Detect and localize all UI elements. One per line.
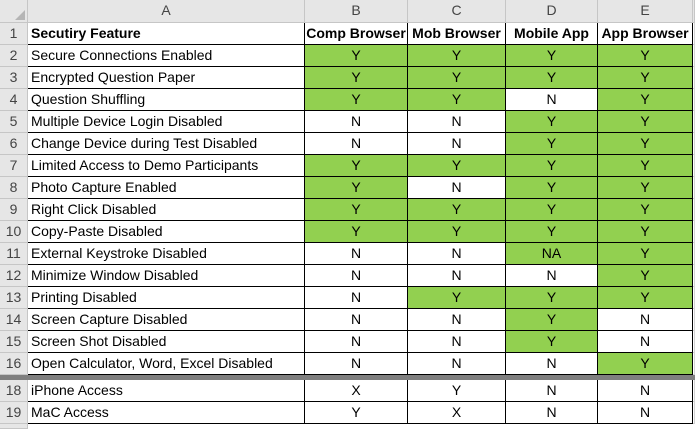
value-cell-c[interactable]: N [408, 111, 506, 133]
value-cell-d[interactable]: Y [506, 221, 598, 243]
value-cell-e[interactable]: Y [598, 45, 693, 67]
feature-name-cell[interactable]: Change Device during Test Disabled [28, 133, 305, 155]
value-cell-b[interactable]: N [305, 331, 408, 353]
value-cell-d[interactable]: Y [506, 67, 598, 89]
value-cell-c[interactable]: Y [408, 199, 506, 221]
value-cell-c[interactable]: Y [408, 89, 506, 111]
value-cell-d[interactable]: Y [506, 45, 598, 67]
value-cell-b[interactable]: Y [305, 155, 408, 177]
row-header-10[interactable]: 10 [0, 221, 28, 243]
value-cell-d[interactable]: Y [506, 309, 598, 331]
row-header-5[interactable]: 5 [0, 111, 28, 133]
row-header-4[interactable]: 4 [0, 89, 28, 111]
value-cell-b[interactable]: Y [305, 177, 408, 199]
value-cell-b[interactable]: N [305, 309, 408, 331]
feature-name-cell[interactable]: Multiple Device Login Disabled [28, 111, 305, 133]
value-cell-d[interactable]: Y [506, 287, 598, 309]
value-cell-e[interactable]: N [598, 402, 693, 424]
row-header-16[interactable]: 16 [0, 353, 28, 375]
value-cell-d[interactable]: Y [506, 155, 598, 177]
row-header-1[interactable]: 1 [0, 23, 28, 45]
value-cell-c[interactable]: Y [408, 45, 506, 67]
feature-name-cell[interactable]: Question Shuffling [28, 89, 305, 111]
value-cell-c[interactable]: Y [408, 287, 506, 309]
feature-name-cell[interactable]: MaC Access [28, 402, 305, 424]
value-cell-e[interactable]: N [598, 380, 693, 402]
value-cell-e[interactable]: Y [598, 155, 693, 177]
value-cell-d[interactable]: Y [506, 133, 598, 155]
row-header-18[interactable]: 18 [0, 380, 28, 402]
row-header-15[interactable]: 15 [0, 331, 28, 353]
value-cell-e[interactable]: Y [598, 177, 693, 199]
row-header-14[interactable]: 14 [0, 309, 28, 331]
value-cell-b[interactable]: Y [305, 199, 408, 221]
row-header-11[interactable]: 11 [0, 243, 28, 265]
feature-name-cell[interactable]: Photo Capture Enabled [28, 177, 305, 199]
feature-name-cell[interactable]: Encrypted Question Paper [28, 67, 305, 89]
row-header-19[interactable]: 19 [0, 402, 28, 424]
value-cell-d[interactable]: Y [506, 199, 598, 221]
value-cell-e[interactable]: Y [598, 221, 693, 243]
row-header-6[interactable]: 6 [0, 133, 28, 155]
feature-column-heading[interactable]: Secutiry Feature [28, 23, 305, 45]
value-cell-b[interactable]: Y [305, 402, 408, 424]
value-cell-b[interactable]: Y [305, 221, 408, 243]
value-cell-c[interactable]: N [408, 265, 506, 287]
value-cell-e[interactable]: Y [598, 133, 693, 155]
value-cell-d[interactable]: N [506, 353, 598, 375]
feature-name-cell[interactable]: Minimize Window Disabled [28, 265, 305, 287]
value-cell-d[interactable]: N [506, 402, 598, 424]
value-cell-b[interactable]: N [305, 243, 408, 265]
row-header-12[interactable]: 12 [0, 265, 28, 287]
value-cell-b[interactable]: Y [305, 45, 408, 67]
value-cell-b[interactable]: N [305, 287, 408, 309]
value-cell-b[interactable]: N [305, 353, 408, 375]
platform-header-e[interactable]: App Browser [598, 23, 693, 45]
feature-name-cell[interactable]: Screen Capture Disabled [28, 309, 305, 331]
column-header-a[interactable]: A [28, 0, 305, 23]
value-cell-c[interactable]: N [408, 243, 506, 265]
value-cell-b[interactable]: X [305, 380, 408, 402]
column-header-e[interactable]: E [598, 0, 693, 23]
value-cell-d[interactable]: N [506, 265, 598, 287]
value-cell-c[interactable]: Y [408, 221, 506, 243]
feature-name-cell[interactable]: Printing Disabled [28, 287, 305, 309]
row-header-next[interactable] [0, 424, 28, 429]
value-cell-e[interactable]: Y [598, 243, 693, 265]
select-all-triangle-icon [15, 10, 25, 20]
value-cell-e[interactable]: Y [598, 111, 693, 133]
feature-name-cell[interactable]: Right Click Disabled [28, 199, 305, 221]
value-cell-c[interactable]: Y [408, 67, 506, 89]
row-header-3[interactable]: 3 [0, 67, 28, 89]
value-cell-c[interactable]: N [408, 309, 506, 331]
value-cell-b[interactable]: N [305, 265, 408, 287]
value-cell-d[interactable]: Y [506, 331, 598, 353]
feature-name-cell[interactable]: Secure Connections Enabled [28, 45, 305, 67]
value-cell-e[interactable]: Y [598, 353, 693, 375]
row-header-2[interactable]: 2 [0, 45, 28, 67]
hidden-row-divider [0, 375, 695, 380]
value-cell-e[interactable]: N [598, 309, 693, 331]
value-cell-c[interactable]: X [408, 402, 506, 424]
value-cell-d[interactable]: Y [506, 111, 598, 133]
column-header-d[interactable]: D [506, 0, 598, 23]
feature-name-cell[interactable]: Limited Access to Demo Participants [28, 155, 305, 177]
value-cell-e[interactable]: Y [598, 89, 693, 111]
feature-name-cell[interactable]: Open Calculator, Word, Excel Disabled [28, 353, 305, 375]
value-cell-b[interactable]: N [305, 111, 408, 133]
value-cell-d[interactable]: Y [506, 177, 598, 199]
feature-name-cell[interactable]: External Keystroke Disabled [28, 243, 305, 265]
value-cell-b[interactable]: N [305, 133, 408, 155]
value-cell-e[interactable]: Y [598, 199, 693, 221]
platform-header-c[interactable]: Mob Browser [408, 23, 506, 45]
value-cell-c[interactable]: Y [408, 155, 506, 177]
value-cell-e[interactable]: Y [598, 265, 693, 287]
column-header-b[interactable]: B [305, 0, 408, 23]
platform-header-d[interactable]: Mobile App [506, 23, 598, 45]
platform-header-b[interactable]: Comp Browser [305, 23, 408, 45]
select-all-corner[interactable] [0, 0, 28, 23]
row-header-7[interactable]: 7 [0, 155, 28, 177]
feature-name-cell[interactable]: Screen Shot Disabled [28, 331, 305, 353]
column-header-c[interactable]: C [408, 0, 506, 23]
value-cell-c[interactable]: N [408, 133, 506, 155]
value-cell-c[interactable]: N [408, 177, 506, 199]
value-cell-c[interactable]: Y [408, 380, 506, 402]
value-cell-b[interactable]: Y [305, 67, 408, 89]
value-cell-e[interactable]: Y [598, 287, 693, 309]
value-cell-c[interactable]: N [408, 353, 506, 375]
value-cell-d[interactable]: NA [506, 243, 598, 265]
row-header-13[interactable]: 13 [0, 287, 28, 309]
value-cell-e[interactable]: N [598, 331, 693, 353]
value-cell-c[interactable]: N [408, 331, 506, 353]
value-cell-b[interactable]: Y [305, 89, 408, 111]
row-header-9[interactable]: 9 [0, 199, 28, 221]
value-cell-d[interactable]: N [506, 89, 598, 111]
value-cell-d[interactable]: N [506, 380, 598, 402]
value-cell-e[interactable]: Y [598, 67, 693, 89]
row-header-8[interactable]: 8 [0, 177, 28, 199]
feature-name-cell[interactable]: Copy-Paste Disabled [28, 221, 305, 243]
feature-name-cell[interactable]: iPhone Access [28, 380, 305, 402]
